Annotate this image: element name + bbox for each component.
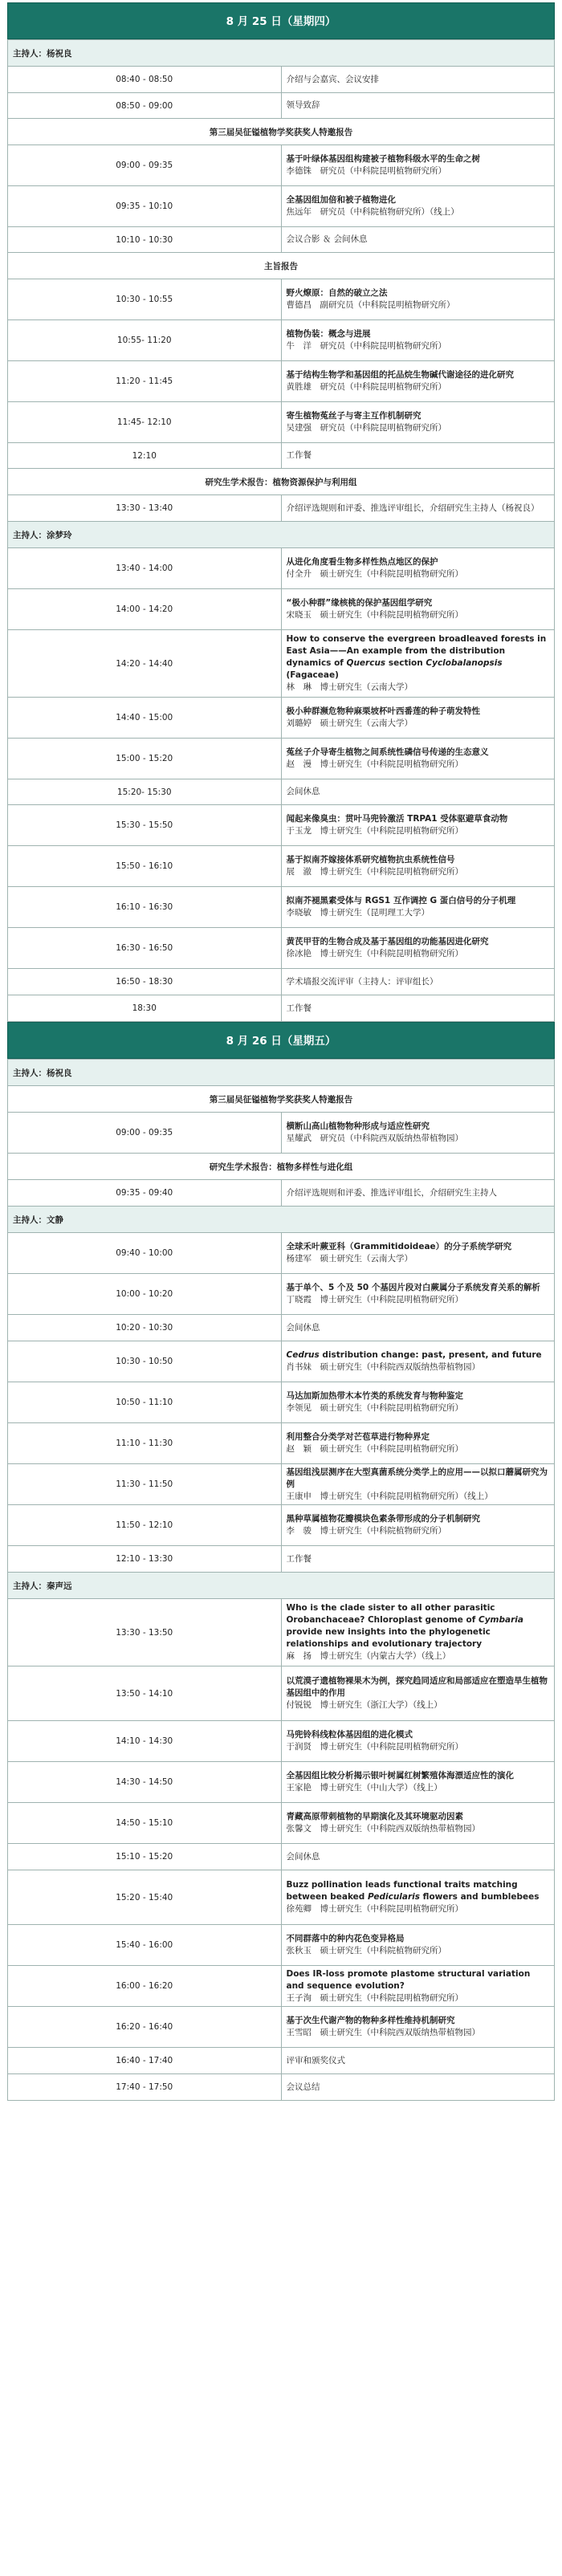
- talk-row: [8, 320, 555, 361]
- time-slot: 14:10 - 14:30: [8, 1721, 282, 1762]
- speaker: 丁晓霞 博士研究生（中科院昆明植物研究所）: [286, 1295, 463, 1304]
- row-content: [281, 1721, 555, 1762]
- agenda-text: 会间休息: [286, 787, 320, 796]
- row-content: [281, 1233, 555, 1274]
- time-slot: 13:50 - 14:10: [8, 1666, 282, 1721]
- day-schedule-table: [7, 1059, 555, 2101]
- section-row: [8, 1154, 555, 1180]
- talk-row: [8, 145, 555, 186]
- row-content: [281, 2007, 555, 2048]
- speaker: 于玉龙 博士研究生（中科院昆明植物研究所）: [286, 826, 463, 836]
- row-content: [281, 1180, 555, 1207]
- row-content: [281, 548, 555, 589]
- talk-row: [8, 2007, 555, 2048]
- speaker: 付锐锐 博士研究生（浙江大学）（线上）: [286, 1700, 442, 1710]
- talk-row: [8, 1966, 555, 2007]
- row-content: [281, 279, 555, 320]
- row-content: [281, 1599, 555, 1666]
- agenda-row: [8, 995, 555, 1022]
- agenda-row: [8, 779, 555, 805]
- talk-row: [8, 1599, 555, 1666]
- talk-row: [8, 186, 555, 227]
- talk-row: [8, 630, 555, 698]
- host-name: 主持人：杨祝良: [8, 1060, 555, 1086]
- day-header: 8 月 25 日（星期四）: [7, 2, 555, 39]
- talk-row: [8, 548, 555, 589]
- talk-row: [8, 846, 555, 887]
- talk-title: 横断山高山植物物种形成与适应性研究: [286, 1121, 430, 1131]
- talk-title: 全基因组加倍和被子植物进化: [286, 195, 396, 205]
- agenda-row: [8, 67, 555, 93]
- time-slot: 16:40 - 17:40: [8, 2048, 282, 2074]
- row-content: [281, 630, 555, 698]
- talk-title: 极小种群濒危物种麻栗坡杯叶西番莲的种子萌发特性: [286, 706, 480, 716]
- talk-row: [8, 739, 555, 779]
- talk-row: [8, 1666, 555, 1721]
- speaker: 张秋玉 硕士研究生（中科院植物研究所）: [286, 1946, 446, 1955]
- time-slot: 16:20 - 16:40: [8, 2007, 282, 2048]
- section-row: [8, 469, 555, 495]
- talk-row: [8, 589, 555, 630]
- talk-row: [8, 1870, 555, 1925]
- talk-row: [8, 1423, 555, 1464]
- speaker: 张馨文 博士研究生（中科院西双版纳热带植物园）: [286, 1824, 480, 1833]
- agenda-row: [8, 443, 555, 469]
- talk-title: 寄生植物菟丝子与寄主互作机制研究: [286, 411, 422, 421]
- agenda-text: 会间休息: [286, 1322, 320, 1333]
- row-content: [281, 2074, 555, 2101]
- agenda-text: 介绍评选规则和评委、推选评审组长，介绍研究生主持人（杨祝良）: [286, 503, 540, 513]
- host-row: [8, 40, 555, 67]
- row-content: [281, 227, 555, 253]
- time-slot: 10:50 - 11:10: [8, 1382, 282, 1423]
- time-slot: 16:10 - 16:30: [8, 887, 282, 928]
- row-content: [281, 320, 555, 361]
- time-slot: 09:35 - 09:40: [8, 1180, 282, 1207]
- time-slot: 09:40 - 10:00: [8, 1233, 282, 1274]
- agenda-row: [8, 495, 555, 522]
- time-slot: 13:30 - 13:50: [8, 1599, 282, 1666]
- agenda-row: [8, 1844, 555, 1870]
- talk-title: 基于次生代谢产物的物种多样性维持机制研究: [286, 2016, 455, 2025]
- row-content: [281, 1113, 555, 1154]
- talk-title: 基于单个、5 个及 50 个基因片段对白蕨属分子系统发育关系的解析: [286, 1283, 540, 1292]
- row-content: [281, 1464, 555, 1505]
- day-header: 8 月 26 日（星期五）: [7, 1022, 555, 1059]
- speaker: 李德铢 研究员（中科院昆明植物研究所）: [286, 166, 446, 176]
- talk-row: [8, 1762, 555, 1803]
- speaker: 王康申 博士研究生（中科院昆明植物研究所）（线上）: [286, 1491, 493, 1501]
- talk-title: 基于拟南芥嫁接体系研究植物抗虫系统性信号: [286, 855, 455, 865]
- host-name: 主持人：涂梦玲: [8, 522, 555, 548]
- talk-row: [8, 1464, 555, 1505]
- talk-title: Cedrus distribution change: past, present, and future: [286, 1350, 542, 1360]
- agenda-text: 评审和颁奖仪式: [286, 2055, 345, 2065]
- time-slot: 09:35 - 10:10: [8, 186, 282, 227]
- talk-row: [8, 1233, 555, 1274]
- agenda-row: [8, 969, 555, 995]
- row-content: [281, 1423, 555, 1464]
- agenda-text: 介绍评选规则和评委、推选评审组长，介绍研究生主持人: [286, 1187, 497, 1198]
- talk-title: Buzz pollination leads functional traits matching between beaked Pedicularis flowers and bumblebees: [286, 1880, 540, 1902]
- agenda-text: 工作餐: [286, 450, 312, 460]
- talk-row: [8, 887, 555, 928]
- time-slot: 11:20 - 11:45: [8, 361, 282, 402]
- row-content: [281, 846, 555, 887]
- time-slot: 11:10 - 11:30: [8, 1423, 282, 1464]
- row-content: [281, 443, 555, 469]
- host-row: [8, 522, 555, 548]
- talk-title: 不同群落中的种内花色变异格局: [286, 1934, 405, 1943]
- section-row: [8, 119, 555, 145]
- host-row: [8, 1060, 555, 1086]
- row-content: [281, 1341, 555, 1382]
- time-slot: 08:50 - 09:00: [8, 93, 282, 119]
- time-slot: 16:50 - 18:30: [8, 969, 282, 995]
- time-slot: 11:50 - 12:10: [8, 1505, 282, 1546]
- section-title: 第三届吴征镒植物学奖获奖人特邀报告: [8, 1086, 555, 1113]
- agenda-row: [8, 2048, 555, 2074]
- row-content: [281, 495, 555, 522]
- talk-title: 全球禾叶蕨亚科（Grammitidoideae）的分子系统学研究: [286, 1242, 512, 1251]
- talk-row: [8, 1341, 555, 1382]
- speaker: 李 骏 博士研究生（中科院植物研究所）: [286, 1526, 446, 1536]
- time-slot: 13:40 - 14:00: [8, 548, 282, 589]
- agenda-text: 会间休息: [286, 1851, 320, 1862]
- speaker: 付全升 硕士研究生（中科院昆明植物研究所）: [286, 569, 463, 579]
- time-slot: 11:30 - 11:50: [8, 1464, 282, 1505]
- row-content: [281, 1546, 555, 1573]
- time-slot: 14:30 - 14:50: [8, 1762, 282, 1803]
- talk-title: “极小种群”缘核桃的保护基因组学研究: [286, 598, 433, 608]
- time-slot: 14:50 - 15:10: [8, 1803, 282, 1844]
- row-content: [281, 698, 555, 739]
- time-slot: 15:20- 15:30: [8, 779, 282, 805]
- speaker: 肖书妹 硕士研究生（中科院西双版纳热带植物园）: [286, 1362, 480, 1372]
- time-slot: 15:10 - 15:20: [8, 1844, 282, 1870]
- talk-title: 利用整合分类学对芒苞草进行物种界定: [286, 1432, 430, 1442]
- row-content: [281, 67, 555, 93]
- agenda-row: [8, 1315, 555, 1341]
- time-slot: 16:30 - 16:50: [8, 928, 282, 969]
- talk-title: 青藏高原带刺植物的早期演化及其环境驱动因素: [286, 1812, 463, 1821]
- talk-title: 从进化角度看生物多样性热点地区的保护: [286, 557, 438, 567]
- time-slot: 10:20 - 10:30: [8, 1315, 282, 1341]
- time-slot: 14:00 - 14:20: [8, 589, 282, 630]
- section-row: [8, 1086, 555, 1113]
- speaker: 麻 扬 博士研究生（内蒙古大学）（线上）: [286, 1651, 451, 1661]
- host-name: 主持人：秦声远: [8, 1573, 555, 1599]
- talk-title: 马兜铃科线粒体基因组的进化模式: [286, 1730, 413, 1740]
- time-slot: 10:30 - 10:55: [8, 279, 282, 320]
- speaker: 星耀武 研究员（中科院西双版纳热带植物园）: [286, 1133, 463, 1143]
- talk-row: [8, 805, 555, 846]
- agenda-row: [8, 227, 555, 253]
- host-row: [8, 1573, 555, 1599]
- talk-row: [8, 1113, 555, 1154]
- talk-row: [8, 1382, 555, 1423]
- host-row: [8, 1207, 555, 1233]
- speaker: 王雪昭 硕士研究生（中科院西双版纳热带植物园）: [286, 2028, 480, 2037]
- time-slot: 17:40 - 17:50: [8, 2074, 282, 2101]
- talk-title: 黑种草属植物花瓣模块色素条带形成的分子机制研究: [286, 1514, 480, 1524]
- talk-row: [8, 1925, 555, 1966]
- agenda-text: 工作餐: [286, 1553, 312, 1564]
- time-slot: 10:00 - 10:20: [8, 1274, 282, 1315]
- agenda-row: [8, 93, 555, 119]
- row-content: [281, 1762, 555, 1803]
- row-content: [281, 995, 555, 1022]
- speaker: 牛 洋 研究员（中科院昆明植物研究所）: [286, 341, 446, 351]
- row-content: [281, 1966, 555, 2007]
- row-content: [281, 1844, 555, 1870]
- time-slot: 13:30 - 13:40: [8, 495, 282, 522]
- talk-title: 菟丝子介导寄生植物之间系统性磷信号传递的生态意义: [286, 747, 489, 757]
- talk-title: 植物伪装：概念与进展: [286, 329, 371, 339]
- row-content: [281, 779, 555, 805]
- row-content: [281, 402, 555, 443]
- speaker: 王家艳 博士研究生（中山大学）（线上）: [286, 1783, 442, 1793]
- speaker: 黄胜雄 研究员（中科院昆明植物研究所）: [286, 382, 446, 392]
- speaker: 于润贤 博士研究生（中科院昆明植物研究所）: [286, 1742, 463, 1752]
- talk-row: [8, 1803, 555, 1844]
- row-content: [281, 145, 555, 186]
- time-slot: 15:20 - 15:40: [8, 1870, 282, 1925]
- agenda-text: 会议总结: [286, 2082, 320, 2092]
- section-title: 研究生学术报告：植物资源保护与利用组: [8, 469, 555, 495]
- row-content: [281, 93, 555, 119]
- talk-title: 全基因组比较分析揭示银叶树属红树繁殖体海漂适应性的演化: [286, 1771, 514, 1780]
- row-content: [281, 589, 555, 630]
- time-slot: 10:30 - 10:50: [8, 1341, 282, 1382]
- agenda-text: 学术墙报交流评审（主持人：评审组长）: [286, 976, 438, 987]
- speaker: 吴建强 研究员（中科院昆明植物研究所）: [286, 423, 446, 433]
- talk-title: 马达加斯加热带木本竹类的系统发育与物种鉴定: [286, 1391, 463, 1401]
- talk-title: 基因组浅层测序在大型真菌系统分类学上的应用——以拟口蘑属研究为例: [286, 1467, 548, 1489]
- time-slot: 14:20 - 14:40: [8, 630, 282, 698]
- row-content: [281, 2048, 555, 2074]
- row-content: [281, 1274, 555, 1315]
- agenda-text: 领导致辞: [286, 100, 320, 110]
- row-content: [281, 805, 555, 846]
- speaker: 宋晓玉 硕士研究生（中科院昆明植物研究所）: [286, 610, 463, 620]
- agenda-row: [8, 2074, 555, 2101]
- talk-title: Does IR-loss promote plastome structural variation and sequence evolution?: [286, 1968, 531, 1991]
- time-slot: 09:00 - 09:35: [8, 1113, 282, 1154]
- talk-title: 基于叶绿体基因组构建被子植物科级水平的生命之树: [286, 154, 480, 164]
- row-content: [281, 969, 555, 995]
- time-slot: 09:00 - 09:35: [8, 145, 282, 186]
- agenda-text: 介绍与会嘉宾、会议安排: [286, 74, 379, 84]
- agenda-row: [8, 1180, 555, 1207]
- agenda-row: [8, 1546, 555, 1573]
- row-content: [281, 739, 555, 779]
- speaker: 赵 漫 博士研究生（中科院昆明植物研究所）: [286, 759, 463, 769]
- time-slot: 16:00 - 16:20: [8, 1966, 282, 2007]
- speaker: 曹德昌 副研究员（中科院昆明植物研究所）: [286, 300, 455, 310]
- time-slot: 15:50 - 16:10: [8, 846, 282, 887]
- section-title: 主旨报告: [8, 253, 555, 279]
- row-content: [281, 186, 555, 227]
- day-schedule-table: [7, 39, 555, 1022]
- time-slot: 15:00 - 15:20: [8, 739, 282, 779]
- row-content: [281, 1505, 555, 1546]
- time-slot: 18:30: [8, 995, 282, 1022]
- talk-row: [8, 1274, 555, 1315]
- row-content: [281, 1870, 555, 1925]
- time-slot: 15:40 - 16:00: [8, 1925, 282, 1966]
- talk-title: 闻起来像臭虫：贯叶马兜铃激活 TRPA1 受体驱避草食动物: [286, 814, 508, 824]
- row-content: [281, 361, 555, 402]
- talk-row: [8, 698, 555, 739]
- talk-row: [8, 1505, 555, 1546]
- talk-row: [8, 928, 555, 969]
- speaker: 展 澈 博士研究生（中科院昆明植物研究所）: [286, 867, 463, 877]
- speaker: 杨建军 硕士研究生（云南大学）: [286, 1254, 413, 1264]
- time-slot: 15:30 - 15:50: [8, 805, 282, 846]
- talk-title: How to conserve the evergreen broadleaved forests in East Asia——An example from the distribution dynamics of Quercus section Cyclobalanopsis (Fagaceae): [286, 634, 547, 680]
- time-slot: 10:55- 11:20: [8, 320, 282, 361]
- agenda-text: 会议合影 ＆ 会间休息: [286, 234, 368, 244]
- speaker: 赵 颖 硕士研究生（中科院昆明植物研究所）: [286, 1444, 463, 1454]
- row-content: [281, 1666, 555, 1721]
- talk-title: Who is the clade sister to all other parasitic Orobanchaceae? Chloroplast genome of Cymbaria provide new insights into the phylogenetic relationships and evolutionary trajectory: [286, 1603, 523, 1649]
- talk-title: 野火燎原：自然的破立之法: [286, 288, 388, 298]
- row-content: [281, 1315, 555, 1341]
- talk-title: 黄芪甲苷的生物合成及基于基因组的功能基因进化研究: [286, 937, 489, 946]
- row-content: [281, 1803, 555, 1844]
- row-content: [281, 1925, 555, 1966]
- section-title: 研究生学术报告：植物多样性与进化组: [8, 1154, 555, 1180]
- time-slot: 12:10: [8, 443, 282, 469]
- time-slot: 11:45- 12:10: [8, 402, 282, 443]
- talk-row: [8, 1721, 555, 1762]
- speaker: 徐苑卿 博士研究生（中科院昆明植物研究所）: [286, 1904, 463, 1914]
- speaker: 李领见 硕士研究生（中科院昆明植物研究所）: [286, 1403, 463, 1413]
- speaker: 刘璐婷 硕士研究生（云南大学）: [286, 718, 413, 728]
- talk-row: [8, 361, 555, 402]
- time-slot: 12:10 - 13:30: [8, 1546, 282, 1573]
- speaker: 徐冰艳 博士研究生（中科院昆明植物研究所）: [286, 949, 463, 958]
- talk-title: 拟南芥褪黑素受体与 RGS1 互作调控 G 蛋白信号的分子机理: [286, 896, 516, 905]
- speaker: 林 琳 博士研究生（云南大学）: [286, 682, 413, 692]
- speaker: 李晓敏 博士研究生（昆明理工大学）: [286, 908, 430, 918]
- speaker: 王子洵 硕士研究生（中科院昆明植物研究所）: [286, 1992, 463, 2003]
- row-content: [281, 887, 555, 928]
- section-title: 第三届吴征镒植物学奖获奖人特邀报告: [8, 119, 555, 145]
- host-name: 主持人：杨祝良: [8, 40, 555, 67]
- talk-row: [8, 279, 555, 320]
- schedule-document: [7, 0, 555, 2101]
- talk-row: [8, 402, 555, 443]
- talk-title: 以荒漠孑遗植物裸果木为例，探究趋同适应和局部适应在塑造旱生植物基因组中的作用: [286, 1676, 548, 1698]
- row-content: [281, 1382, 555, 1423]
- time-slot: 08:40 - 08:50: [8, 67, 282, 93]
- talk-title: 基于结构生物学和基因组的托品烷生物碱代谢途径的进化研究: [286, 370, 514, 380]
- speaker: 焦远年 研究员（中科院植物研究所）（线上）: [286, 207, 459, 217]
- section-row: [8, 253, 555, 279]
- time-slot: 10:10 - 10:30: [8, 227, 282, 253]
- host-name: 主持人：文静: [8, 1207, 555, 1233]
- agenda-text: 工作餐: [286, 1003, 312, 1013]
- time-slot: 14:40 - 15:00: [8, 698, 282, 739]
- row-content: [281, 928, 555, 969]
